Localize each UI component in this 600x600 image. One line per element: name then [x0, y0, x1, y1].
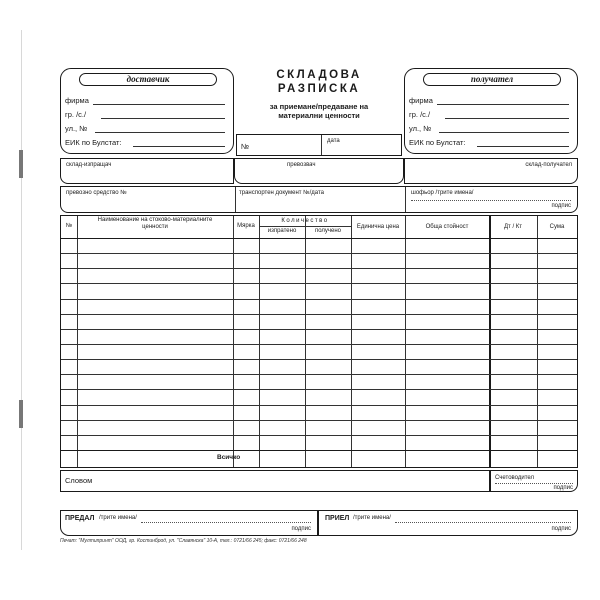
- supplier-heading: доставчик: [79, 73, 217, 86]
- page-edge: [21, 30, 22, 550]
- receiver-city-label: гр. /с./: [409, 110, 431, 119]
- accountant-signature-label: подпис: [553, 485, 573, 491]
- shipper-warehouse-label: склад-изпращач: [66, 162, 112, 168]
- doc-number-label: №: [241, 142, 250, 151]
- transit-warehouse-label: превозвач: [287, 162, 316, 168]
- accepted-box: [318, 510, 578, 536]
- punch-mark: [19, 400, 23, 428]
- table-row[interactable]: [61, 420, 577, 421]
- items-table: [60, 215, 578, 468]
- header-sent: изпратено: [267, 228, 297, 234]
- quantity-subheader-line: [259, 226, 351, 227]
- header-unit-price: Единична цена: [356, 224, 400, 230]
- transport-doc-label: транспортен документ №/дата: [239, 190, 325, 196]
- accepted-names-label: /трите имена/: [353, 515, 391, 521]
- table-row[interactable]: [61, 253, 577, 254]
- receiver-street-label: ул., №: [409, 124, 432, 133]
- title-line-1: СКЛАДОВА: [276, 69, 362, 81]
- doc-number-box: [236, 134, 402, 156]
- driver-label: шофьор /трите имена/: [411, 190, 474, 196]
- accountant-label: Счетоводител: [495, 475, 535, 481]
- supplier-street-label: ул., №: [65, 124, 88, 133]
- subtitle-line-2: материални ценности: [278, 111, 360, 120]
- handed-names-label: /трите имена/: [99, 515, 137, 521]
- receiver-eik-label: ЕИК по Булстат:: [409, 138, 466, 147]
- supplier-street-field[interactable]: [95, 132, 225, 133]
- table-row[interactable]: [61, 359, 577, 360]
- table-row[interactable]: [61, 435, 577, 436]
- divider: [321, 135, 322, 155]
- transport-row: [60, 186, 578, 213]
- header-sum: Сума: [549, 224, 565, 230]
- supplier-firm-label: фирма: [65, 96, 89, 105]
- supplier-eik-field[interactable]: [133, 146, 225, 147]
- total-label: Всичко: [217, 454, 241, 461]
- supplier-city-field[interactable]: [101, 118, 225, 119]
- supplier-eik-label: ЕИК по Булстат:: [65, 138, 122, 147]
- header-received: получено: [314, 228, 342, 234]
- table-row[interactable]: [61, 314, 577, 315]
- receiver-box: [404, 68, 578, 154]
- handed-signature-label: подпис: [291, 526, 311, 532]
- accepted-signature-label: подпис: [551, 526, 571, 532]
- receiver-city-field[interactable]: [445, 118, 569, 119]
- receiver-heading: получател: [423, 73, 561, 86]
- table-row[interactable]: [61, 344, 577, 345]
- header-name-line2: ценности: [142, 224, 168, 230]
- table-row[interactable]: [61, 329, 577, 330]
- header-name-line1: Наименование на стоково-материалните: [97, 217, 213, 223]
- divider: [405, 187, 406, 212]
- receiver-eik-field[interactable]: [477, 146, 569, 147]
- table-row[interactable]: [61, 389, 577, 390]
- words-box[interactable]: [60, 470, 490, 492]
- table-row[interactable]: [61, 238, 577, 239]
- header-num: №: [65, 223, 73, 229]
- handed-field[interactable]: [141, 522, 311, 523]
- table-row[interactable]: [61, 374, 577, 375]
- driver-field[interactable]: [411, 200, 571, 201]
- words-label: Словом: [65, 476, 93, 485]
- table-row[interactable]: [61, 283, 577, 284]
- doc-date-label: дата: [327, 138, 340, 144]
- header-unit: Мярка: [237, 223, 255, 229]
- accountant-box: [490, 470, 578, 492]
- subtitle-line-1: за приемане/предаване на: [269, 102, 369, 111]
- title-line-2: РАЗПИСКА: [277, 83, 361, 95]
- printer-note: Печат: "Мултипринт" ООД, гр. Костинброд, ул. "Славянска" 10-А, тел.: 0721/66 245; факс: 0721/66 248: [60, 538, 307, 544]
- header-dt-kt: Дт / Кт: [503, 224, 523, 230]
- receiver-street-field[interactable]: [439, 132, 569, 133]
- header-total-value: Обща стойност: [425, 224, 469, 230]
- receiver-firm-field[interactable]: [437, 104, 569, 105]
- divider: [235, 187, 236, 212]
- shipper-warehouse-box[interactable]: [60, 158, 234, 184]
- accountant-field[interactable]: [495, 483, 573, 484]
- receiver-firm-label: фирма: [409, 96, 433, 105]
- table-row[interactable]: [61, 268, 577, 269]
- vehicle-label: превозно средство №: [66, 190, 127, 196]
- header-quantity: Количество: [281, 218, 329, 224]
- supplier-box: [60, 68, 234, 154]
- receiver-warehouse-box[interactable]: [404, 158, 578, 184]
- total-row-line: [61, 450, 577, 451]
- supplier-firm-field[interactable]: [93, 104, 225, 105]
- warehouse-receipt-form: [60, 68, 578, 544]
- accepted-label: ПРИЕЛ: [325, 515, 350, 522]
- handed-box: [60, 510, 318, 536]
- accepted-field[interactable]: [395, 522, 571, 523]
- punch-mark: [19, 150, 23, 178]
- handed-label: ПРЕДАЛ: [65, 515, 95, 522]
- driver-signature-label: подпис: [551, 203, 571, 209]
- transit-warehouse-box[interactable]: [234, 158, 404, 184]
- form-title: [236, 68, 402, 120]
- table-row[interactable]: [61, 405, 577, 406]
- table-row[interactable]: [61, 299, 577, 300]
- receiver-warehouse-label: склад-получател: [525, 162, 572, 168]
- supplier-city-label: гр. /с./: [65, 110, 87, 119]
